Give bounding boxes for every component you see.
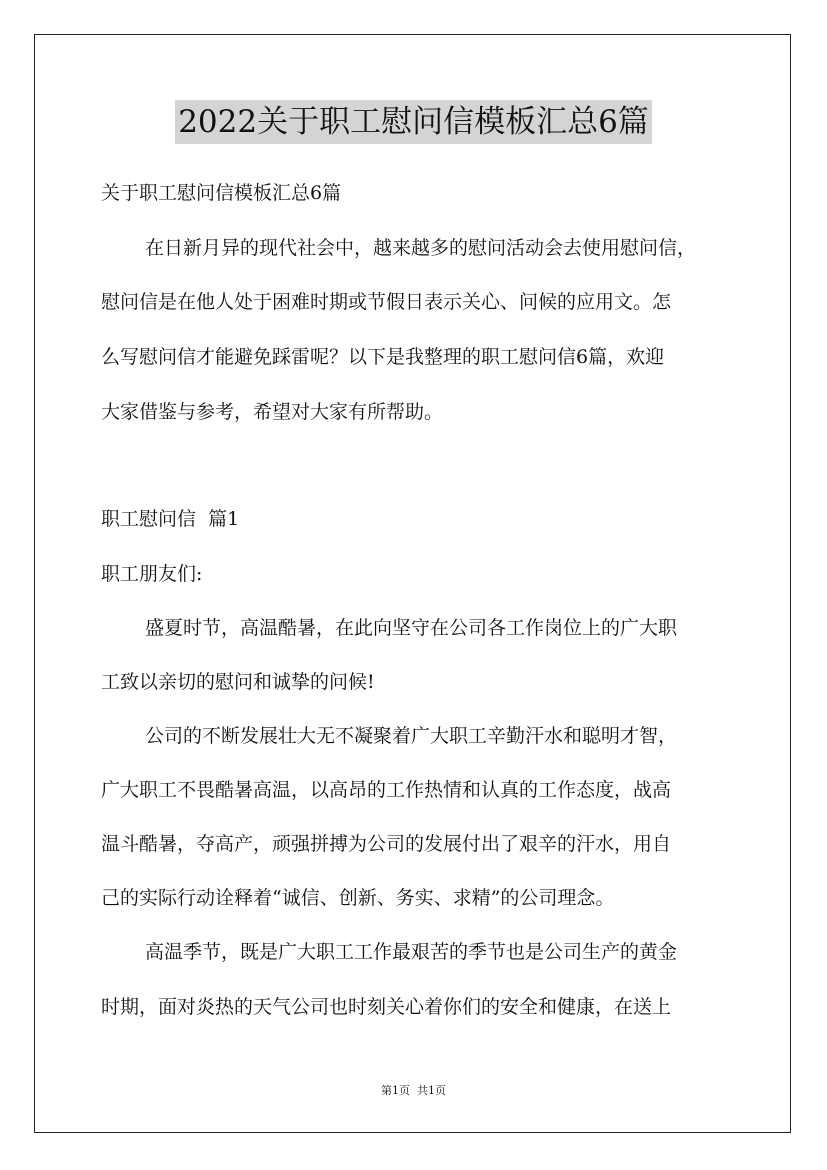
- salutation: 职工朋友们:: [101, 563, 203, 585]
- body-line-7: 高温季节，既是广大职工工作最艰苦的季节也是公司生产的黄金: [145, 941, 678, 963]
- body-line-4: 广大职工不畏酷暑高温，以高昂的工作热情和认真的工作态度，战高: [101, 779, 672, 801]
- section-heading: 职工慰问信 篇1: [101, 508, 240, 530]
- body-line-1: 盛夏时节，高温酷暑，在此向坚守在公司各工作岗位上的广大职: [145, 617, 678, 639]
- document-title-container: [0, 100, 827, 144]
- page-number-footer: 第1页 共1页: [381, 1084, 446, 1097]
- body-line-8: 时期，面对炎热的天气公司也时刻关心着你们的安全和健康，在送上: [101, 996, 672, 1018]
- intro-line-3: 么写慰问信才能避免踩雷呢？以下是我整理的职工慰问信6篇，欢迎: [101, 346, 665, 368]
- intro-line-4: 大家借鉴与参考，希望对大家有所帮助。: [101, 401, 444, 423]
- body-line-3: 公司的不断发展壮大无不凝聚着广大职工辛勤汗水和聪明才智，: [145, 725, 678, 747]
- document-subtitle: 关于职工慰问信模板汇总6篇: [101, 182, 342, 204]
- body-line-2: 工致以亲切的慰问和诚挚的问候!: [101, 671, 375, 693]
- intro-line-1: 在日新月异的现代社会中，越来越多的慰问活动会去使用慰问信，: [145, 237, 697, 259]
- body-line-5: 温斗酷暑，夺高产，顽强拼搏为公司的发展付出了艰辛的汗水，用自: [101, 833, 672, 855]
- body-line-6: 己的实际行动诠释着“诚信、创新、务实、求精”的公司理念。: [101, 887, 615, 909]
- intro-line-2: 慰问信是在他人处于困难时期或节假日表示关心、问候的应用文。怎: [101, 291, 672, 313]
- document-title: 2022关于职工慰问信模板汇总6篇: [175, 100, 652, 144]
